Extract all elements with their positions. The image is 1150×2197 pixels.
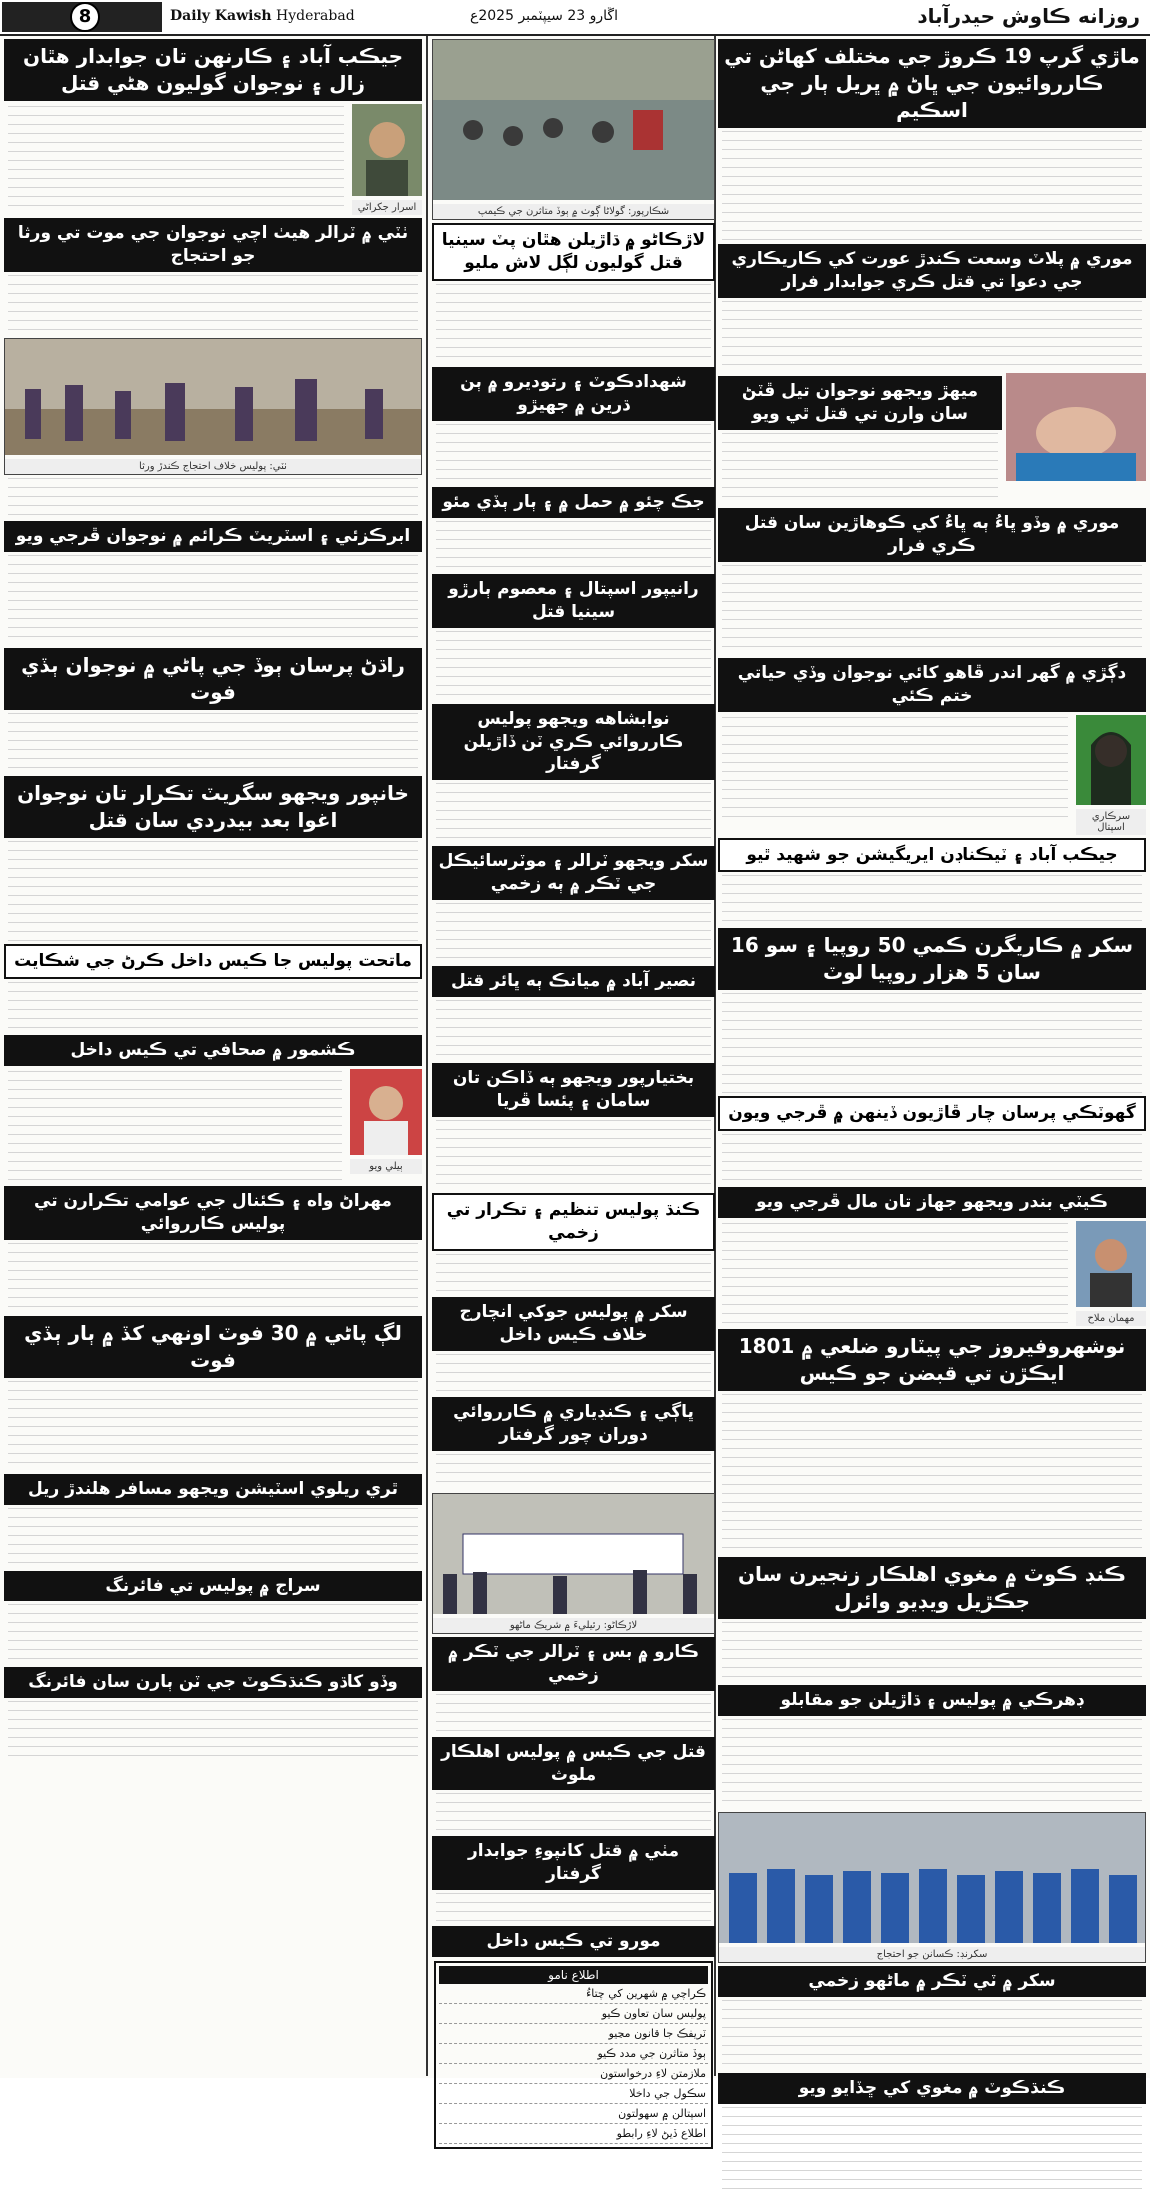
story-text bbox=[722, 2107, 1142, 2197]
brand-urdu: روزانه ڪاوش حيدرآباد bbox=[917, 4, 1140, 28]
story-block bbox=[718, 373, 1146, 505]
headline: ماڙي گرپ 19 ڪروڙ جي مختلف کھاڻن تي ڪارروائيون جي ڀاڻ ۾ ڀريل ٻار جي اسڪيم bbox=[718, 39, 1146, 128]
protest-photo bbox=[5, 339, 421, 455]
story-text bbox=[436, 424, 711, 484]
notice-item: ٽريفڪ جا قانون مڃيو bbox=[439, 2024, 708, 2044]
portrait-caption: اسرار جکراڻي bbox=[352, 200, 422, 215]
story-text bbox=[436, 783, 711, 843]
story-text bbox=[722, 2000, 1142, 2070]
story-text bbox=[8, 555, 418, 645]
story-text bbox=[8, 1701, 418, 1761]
story-block bbox=[718, 1221, 1146, 1326]
students-photo bbox=[719, 1813, 1145, 1943]
story-group bbox=[718, 373, 1002, 505]
headline: ٿري ريلوي اسٽيشن ويجهو مسافر هلندڙ ريل bbox=[4, 1474, 422, 1505]
story-text bbox=[722, 993, 1142, 1093]
headline: ڪنڊ ڪوٽ ۾ مغوي اهلڪار زنجيرن سان جڪڙيل ويڊيو وائرل bbox=[718, 1557, 1146, 1619]
news-photo bbox=[432, 39, 715, 220]
photo-caption: لاڙڪاڻو: رئيليءَ ۾ شريڪ ماڻهو bbox=[433, 1618, 714, 1633]
headline: لڳ پاڻي ۾ 30 فوٽ اونهي کڏ ۾ ٻار ٻڏي فوت bbox=[4, 1316, 422, 1378]
story-text bbox=[8, 982, 418, 1032]
headline: مورو تي ڪيس داخل bbox=[432, 1926, 715, 1957]
headline: ميهڙ ويجهو نوجوان تيل ڦٽڻ سان وارن تي قتل ٿي ويو bbox=[718, 376, 1002, 430]
headline: موري ۾ پلاٽ وسعت ڪندڙ عورت کي ڪاريڪاري جي دعوا تي قتل ڪري جوابدار فرار bbox=[718, 244, 1146, 298]
brand-en-text: Daily Kawish bbox=[170, 8, 272, 24]
portrait-photo bbox=[352, 104, 422, 196]
headline: سکر ۾ ڪاريگرن ڪمي 50 روپيا ۽ سو 16 سان 5 هزار روپيا لوٽ bbox=[718, 928, 1146, 990]
story-text bbox=[436, 521, 711, 571]
headline: موري ۾ وڏو ڀاءُ ٻه ڀاءُ کي ڪوهاڙين سان قتل ڪري فرار bbox=[718, 508, 1146, 562]
column-right bbox=[718, 36, 1146, 2099]
story-block bbox=[4, 1069, 422, 1183]
portrait-block bbox=[352, 104, 422, 215]
story-text bbox=[8, 1381, 418, 1471]
headline: لاڙڪاڻو ۾ ڌاڙيلن هٿان پٽ سينيا قتل گوليون لڳل لاش مليو bbox=[432, 223, 715, 281]
headline: نوشهروفيروز جي پيٽارو ضلعي ۾ 1801 ايڪڙن تي قبضن جو ڪيس bbox=[718, 1329, 1146, 1391]
headline: سراج ۾ پوليس تي فائرنگ bbox=[4, 1571, 422, 1602]
story-text bbox=[722, 1134, 1142, 1184]
story-text bbox=[8, 713, 418, 773]
headline: جڪ چئو ۾ حمل ۾ ۽ ٻار ٻڏي مئو bbox=[432, 487, 715, 518]
issue-date: اڱارو 23 سيپٽمبر 2025ع bbox=[470, 8, 618, 24]
story-text bbox=[722, 1719, 1142, 1809]
story-text bbox=[436, 284, 711, 364]
brand-english bbox=[170, 8, 355, 24]
story-text bbox=[8, 106, 344, 206]
story-text bbox=[722, 433, 998, 503]
notice-item: اسپتالن ۾ سهولتون bbox=[439, 2104, 708, 2124]
story-text bbox=[436, 1254, 711, 1294]
page-number: 8 bbox=[70, 2, 100, 32]
headline: نوابشاهه ويجهو پوليس ڪارروائي ڪري ٽن ڏاڙيلن گرفتار bbox=[432, 704, 715, 781]
column-left bbox=[4, 36, 422, 2076]
headline: سکر ۾ ٽي ٽڪر ۾ ماڻهو زخمي bbox=[718, 1966, 1146, 1997]
story-text bbox=[436, 1354, 711, 1394]
story-text bbox=[722, 875, 1142, 925]
column-divider bbox=[426, 36, 428, 2076]
headline: جيڪب آباد ۽ ڪارنهن تان جوابدار هٿان زال ۽ نوجوان گوليون هڻي قتل bbox=[4, 39, 422, 101]
photo-caption: شڪارپور: گولاڻا ڳوٺ ۾ ٻوڏ متاثرن جي ڪيمپ bbox=[433, 204, 714, 219]
notice-item: ملازمتن لاءِ درخواستون bbox=[439, 2064, 708, 2084]
notice-box-title: اطلاع نامو bbox=[439, 1966, 708, 1984]
headline: مهراڻ واه ۽ ڪئنال جي عوامي تڪرارن تي پوليس ڪارروائي bbox=[4, 1186, 422, 1240]
rally-photo bbox=[433, 1494, 714, 1614]
story-text bbox=[722, 1223, 1068, 1323]
story-text bbox=[8, 1604, 418, 1664]
headline: ڪيٽي بندر ويجهو جهاز تان مال ڦرجي ويو bbox=[718, 1187, 1146, 1218]
headline: جيڪب آباد ۽ ٽيڪناڊن ايريگيشن جو شهيد ٿيو bbox=[718, 838, 1146, 873]
portrait-block bbox=[1076, 1221, 1146, 1326]
story-text bbox=[722, 131, 1142, 241]
story-text bbox=[436, 631, 711, 701]
photo-caption: سکرنڊ: ڪسانن جو احتجاج bbox=[719, 1947, 1145, 1962]
notice-box bbox=[434, 1961, 713, 2149]
headline: ڀاڳي ۽ ڪنڊياري ۾ ڪارروائي دوران چور گرفتار bbox=[432, 1397, 715, 1451]
headline: بختيارپور ويجهو ٻه ڏاڪن تان سامان ۽ پئسا ڦريا bbox=[432, 1063, 715, 1117]
portrait-block bbox=[1076, 715, 1146, 835]
story-text bbox=[722, 301, 1142, 371]
headline: سکر ويجهو ٽرالر ۽ موٽرسائيڪل جي ٽڪر ۾ ٻه زخمي bbox=[432, 846, 715, 900]
story-text bbox=[8, 1243, 418, 1313]
masthead bbox=[0, 0, 1150, 36]
headline: ابرڪزئي ۽ اسٽريٽ ڪرائم ۾ نوجوان ڦرجي ويو bbox=[4, 521, 422, 552]
headline: دڳڙي ۾ گهر اندر ڦاهو کائي نوجوان وڏي حياتي ختم ڪئي bbox=[718, 658, 1146, 712]
portrait-photo bbox=[1076, 1221, 1146, 1307]
headline: وڏو کاڌو ڪنڌڪوٽ جي ٽن ٻارن سان فائرنگ bbox=[4, 1667, 422, 1698]
story-text bbox=[722, 1394, 1142, 1554]
headline: نصير آباد ۾ ميانڪ ٻه ڀائر قتل bbox=[432, 966, 715, 997]
story-text bbox=[722, 717, 1068, 817]
headline: خانپور ويجهو سگريٽ تڪرار تان نوجوان اغوا بعد بيدردي سان قتل bbox=[4, 776, 422, 838]
story-text bbox=[8, 1508, 418, 1568]
headline: ڪنڌ پوليس تنظيم ۽ تڪرار تي زخمي bbox=[432, 1193, 715, 1251]
notice-item: سڪول جي داخلا bbox=[439, 2084, 708, 2104]
headline: ٺٽي ۾ ٽرالر هيٺ اچي نوجوان جي موت تي ورثا جو احتجاج bbox=[4, 218, 422, 272]
story-block bbox=[718, 715, 1146, 835]
column-middle bbox=[432, 36, 715, 2141]
photo-block bbox=[1006, 373, 1146, 505]
story-text bbox=[436, 903, 711, 963]
portrait-photo bbox=[350, 1069, 422, 1155]
photo-caption: ٺٽي: پوليس خلاف احتجاج ڪندڙ ورثا bbox=[5, 459, 421, 474]
news-photo bbox=[432, 1493, 715, 1634]
headline: ماتحت پوليس جا ڪيس داخل ڪرڻ جي شڪايت bbox=[4, 944, 422, 979]
headline: مٺي ۾ قتل کانپوءِ جوابدار گرفتار bbox=[432, 1836, 715, 1890]
notice-item: اطلاع ڏيڻ لاءِ رابطو bbox=[439, 2124, 708, 2144]
headline: قتل جي ڪيس ۾ پوليس اهلڪار ملوث bbox=[432, 1737, 715, 1791]
headline: سکر ۾ پوليس جوکي انچارج خلاف ڪيس داخل bbox=[432, 1297, 715, 1351]
headline: رانيپور اسپتال ۽ معصوم ٻارڙو سينيا قتل bbox=[432, 574, 715, 628]
story-text bbox=[8, 478, 418, 518]
portrait-photo bbox=[1076, 715, 1146, 805]
portrait-block bbox=[350, 1069, 422, 1183]
story-text bbox=[8, 841, 418, 941]
story-text bbox=[722, 1622, 1142, 1682]
story-text bbox=[8, 1071, 342, 1181]
story-text bbox=[8, 275, 418, 335]
story-text bbox=[436, 1893, 711, 1923]
story-text bbox=[436, 1694, 711, 1734]
portrait-caption: ٻيلي ويو bbox=[350, 1159, 422, 1174]
headline: ڪنڌڪوٽ ۾ مغوي کي ڇڏايو ويو bbox=[718, 2073, 1146, 2104]
headline: ڊهرڪي ۾ پوليس ۽ ڌاڙيلن جو مقابلو bbox=[718, 1685, 1146, 1716]
news-photo bbox=[4, 338, 422, 475]
headline: ڪشمور ۾ صحافي تي ڪيس داخل bbox=[4, 1035, 422, 1066]
story-text bbox=[436, 1793, 711, 1833]
notice-item: پوليس سان تعاون ڪيو bbox=[439, 2004, 708, 2024]
notice-item: ٻوڏ متاثرن جي مدد ڪيو bbox=[439, 2044, 708, 2064]
portrait-caption: مهمان ملاح bbox=[1076, 1311, 1146, 1326]
story-block bbox=[4, 104, 422, 215]
headline: ڪارو ۾ بس ۽ ٽرالر جي ٽڪر ۾ زخمي bbox=[432, 1637, 715, 1691]
story-text bbox=[722, 565, 1142, 655]
story-text bbox=[436, 1000, 711, 1060]
story-text bbox=[436, 1454, 711, 1490]
portrait-caption: سرڪاري اسپتال bbox=[1076, 809, 1146, 835]
headline: گهوٽڪي پرسان چار ڦاڙيون ڏينهن ۾ ڦرجي ويون bbox=[718, 1096, 1146, 1131]
notice-item: ڪراچي ۾ شهرين کي چتاءُ bbox=[439, 1984, 708, 2004]
news-photo bbox=[718, 1812, 1146, 1963]
headline: راڌڻ پرسان ٻوڏ جي پاڻي ۾ نوجوان ٻڏي فوت bbox=[4, 648, 422, 710]
hospital-photo bbox=[1006, 373, 1146, 481]
city-en-text: Hyderabad bbox=[275, 8, 355, 24]
headline: شهدادڪوٽ ۽ رتوديرو ۾ ٻن ڌرين ۾ جهيڙو bbox=[432, 367, 715, 421]
flood-photo bbox=[433, 40, 714, 200]
story-text bbox=[436, 1120, 711, 1190]
